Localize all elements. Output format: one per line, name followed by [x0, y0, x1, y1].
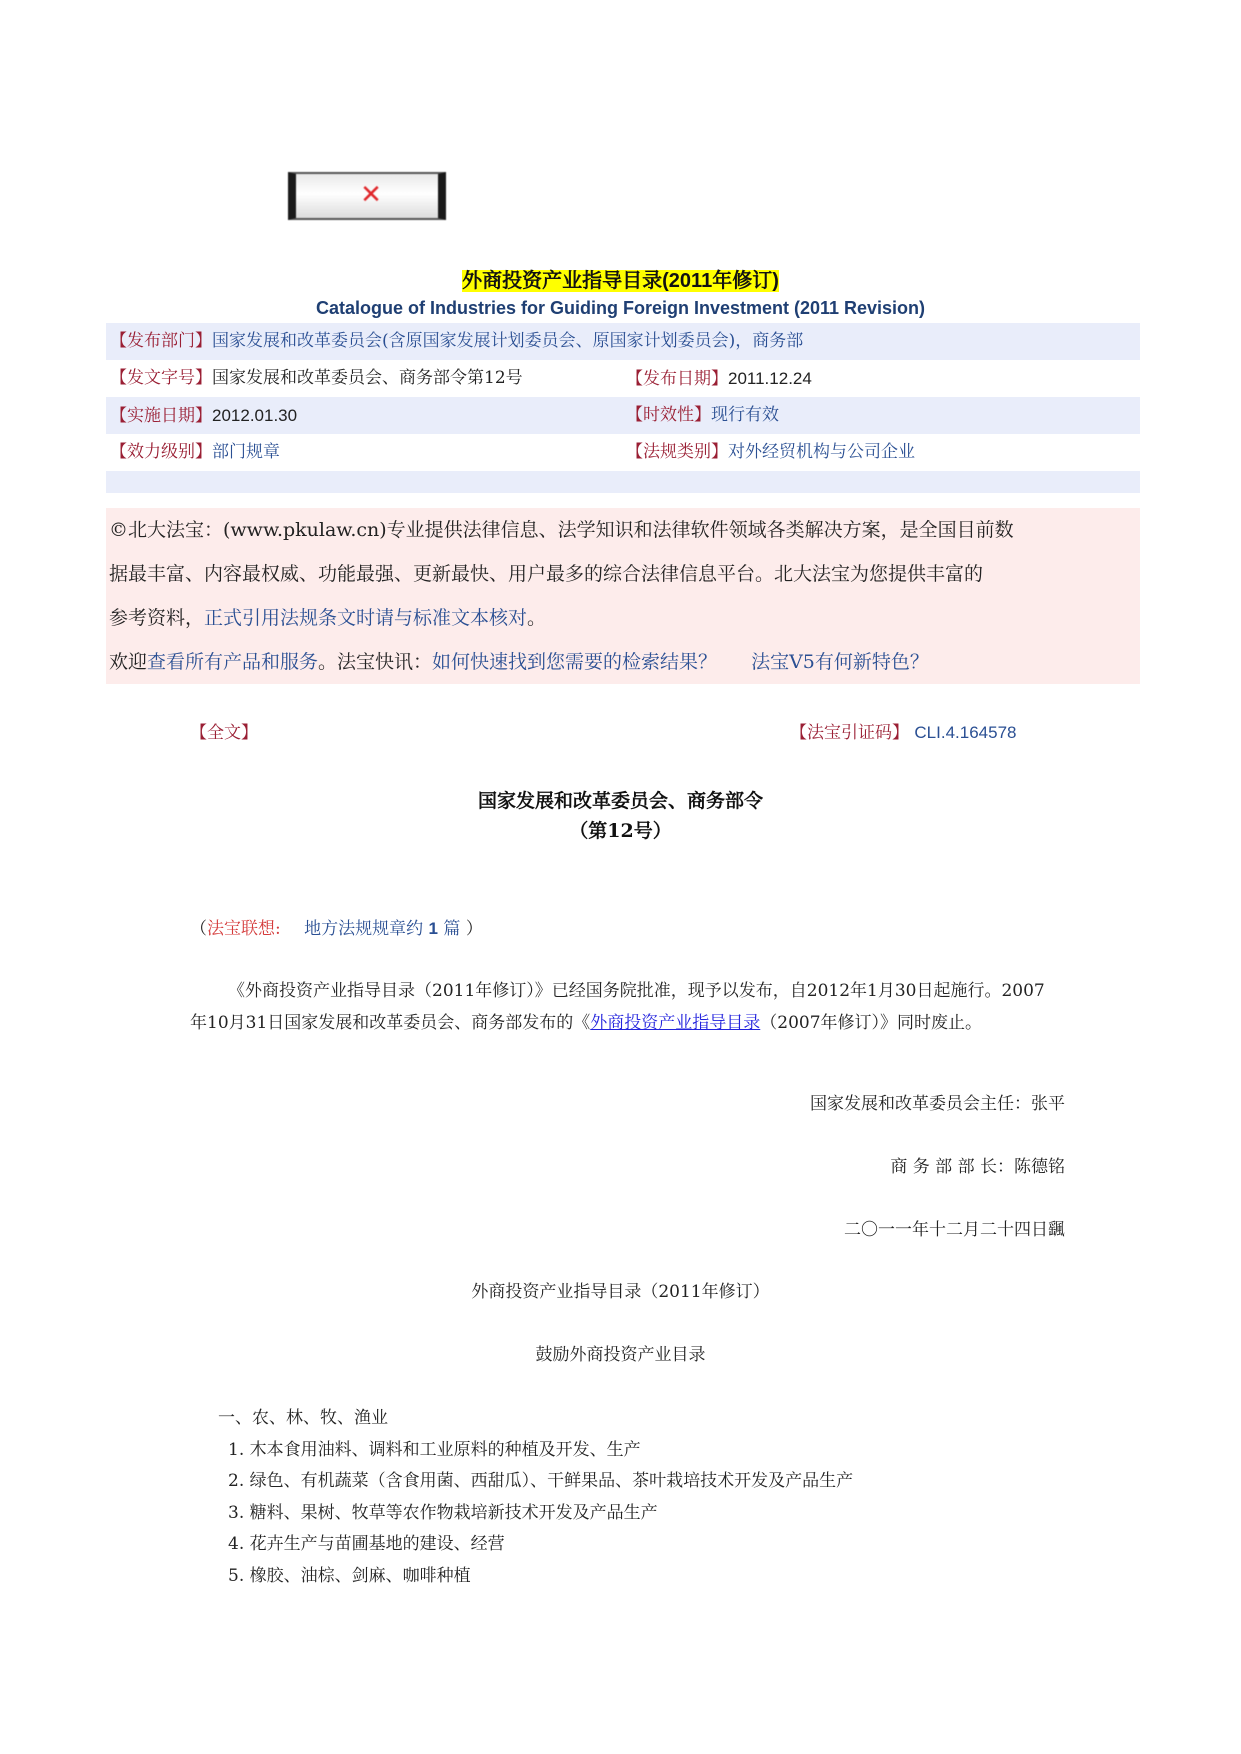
meta-row-docno	[106, 360, 1140, 397]
list-item: 5. 橡胶、油棕、剑麻、咖啡种植	[228, 1566, 471, 1586]
validity-label: 【时效性】	[626, 405, 711, 425]
notice-line-4: 欢迎查看所有产品和服务。法宝快讯：如何快速找到您需要的检索结果？ 法宝V5有何新特色？	[109, 651, 929, 673]
cite-code	[790, 718, 1017, 743]
notice-line-2: 据最丰富、内容最权威、功能最强、更新最快、用户最多的综合法律信息平台。北大法宝为您提供丰富的	[109, 563, 984, 585]
level-label: 【效力级别】	[110, 442, 212, 462]
list-item: 2. 绿色、有机蔬菜（含食用菌、西甜瓜）、干鲜果品、茶叶栽培技术开发及产品生产	[228, 1471, 854, 1491]
pubdate-value: 2011.12.24	[728, 369, 812, 388]
validity-value[interactable]: 现行有效	[711, 405, 779, 425]
list-item: 1. 木本食用油料、调料和工业原料的种植及开发、生产	[228, 1440, 641, 1460]
broken-image-logo	[288, 172, 446, 220]
meta-row-effdate	[106, 397, 1140, 434]
meta-row-issuer	[106, 323, 1140, 360]
v5-features-link[interactable]: 法宝V5有何新特色？	[751, 651, 929, 673]
document-title	[0, 264, 1241, 293]
search-tips-link[interactable]: 如何快速找到您需要的检索结果？	[432, 651, 718, 673]
title-highlighted: 外商投资产业指导目录(2011年修订)	[462, 270, 779, 292]
cite-label: 【法宝引证码】	[790, 723, 909, 743]
signature-date: 二〇一一年十二月二十四日颻	[844, 1220, 1065, 1240]
order-body: 《外商投资产业指导目录（2011年修订）》已经国务院批准，现予以发布，自2012年1月30日起施行。2007年10月31日国家发展和改革委员会、商务部发布的《外商投资产业指导目录（2007年修订）》同时废止。	[190, 981, 1045, 1033]
effdate-value: 2012.01.30	[212, 406, 298, 425]
list-item: 3. 糖料、果树、牧草等农作物栽培新技术开发及产品生产	[228, 1503, 658, 1523]
category-value[interactable]: 对外经贸机构与公司企业	[728, 442, 915, 462]
catalogue-title: 外商投资产业指导目录（2011年修订）	[471, 1282, 770, 1302]
lianxiang-label: 法宝联想:	[207, 919, 281, 939]
signature-mofcom: 商 务 部 部 长：陈德铭	[890, 1157, 1065, 1177]
meta-row-level	[106, 434, 1140, 471]
signature-ndrc: 国家发展和改革委员会主任：张平	[810, 1094, 1065, 1114]
docno-label: 【发文字号】	[110, 368, 212, 388]
section-heading: 一、农、林、牧、渔业	[218, 1408, 388, 1428]
pubdate-label: 【发布日期】	[626, 369, 728, 389]
docno-value: 国家发展和改革委员会、商务部令第12号	[212, 368, 523, 388]
lianxiang-line: （法宝联想: 地方法规规章约 1 篇 ）	[190, 919, 483, 939]
meta-row-blank	[106, 471, 1140, 493]
effdate-label: 【实施日期】	[110, 406, 212, 426]
category-label: 【法规类别】	[626, 442, 728, 462]
pkulaw-notice	[106, 508, 1140, 684]
notice-line-1: ©北大法宝：(www.pkulaw.cn)专业提供法律信息、法学知识和法律软件领域各类解决方案，是全国目前数	[109, 519, 1014, 541]
catalogue-subtitle: 鼓励外商投资产业目录	[535, 1345, 706, 1365]
order-heading: 国家发展和改革委员会、商务部令	[477, 790, 763, 812]
regulation-count: 1	[428, 919, 439, 938]
catalogue-2007-link[interactable]: 外商投资产业指导目录	[590, 1013, 761, 1033]
issuer-value[interactable]: 国家发展和改革委员会(含原国家发展计划委员会、原国家计划委员会)，商务部	[212, 331, 804, 351]
issuer-label: 【发布部门】	[110, 331, 212, 351]
verify-text-link[interactable]: 正式引用法规条文时请与标准文本核对	[204, 607, 528, 629]
fulltext-marker: 【全文】	[190, 723, 258, 743]
local-regulations-link[interactable]: 地方法规规章约	[304, 919, 424, 939]
notice-line-3: 参考资料，正式引用法规条文时请与标准文本核对。	[109, 607, 547, 629]
products-link[interactable]: 查看所有产品和服务	[147, 651, 319, 673]
list-item: 4. 花卉生产与苗圃基地的建设、经营	[228, 1534, 505, 1554]
close-icon: ✕	[360, 180, 382, 210]
english-title: Catalogue of Industries for Guiding Foreign Investment (2011 Revision)	[315, 298, 926, 318]
cite-value: CLI.4.164578	[914, 723, 1017, 742]
level-value[interactable]: 部门规章	[212, 442, 280, 462]
order-number: （第12号）	[569, 820, 672, 842]
